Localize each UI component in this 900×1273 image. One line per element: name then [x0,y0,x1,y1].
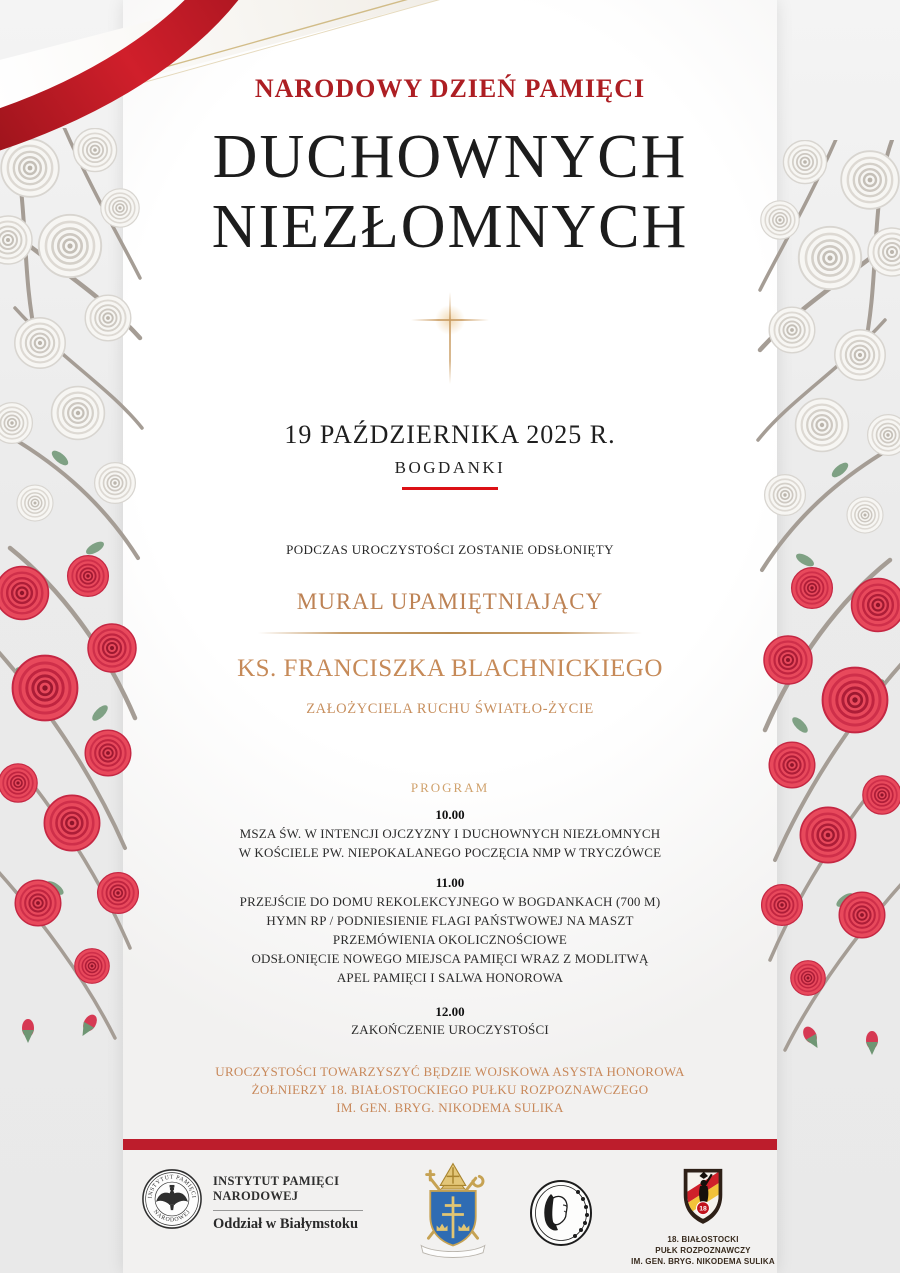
logo-regiment [621,1166,785,1267]
honor-note-line3: IM. GEN. BRYG. NIKODEMA SULIKA [336,1100,564,1115]
program-slot-lines-3 [123,1020,777,1039]
ipn-ring-text-bottom: NARODOWEJ [151,1209,193,1224]
poster-title-line1: DUCHOWNYCH [212,123,688,191]
poster-title-line2: NIEZŁOMNYCH [211,193,689,261]
left-decoration-strip [0,0,123,1273]
program-slot-lines-2 [123,892,777,987]
program-line: HYMN RP / PODNIESIENIE FLAGI PAŃSTWOWEJ NA MASZT [266,913,634,928]
parish-seal-icon [525,1178,597,1248]
intro-line: PODCZAS UROCZYSTOŚCI ZOSTANIE ODSŁONIĘTY [286,542,614,557]
person-name: KS. FRANCISZKA BLACHNICKIEGO [237,655,663,682]
regiment-caption-line1: 18. BIAŁOSTOCKI [667,1235,739,1244]
program-slot-time-1: 10.00 [435,807,465,822]
cross-wrapper [123,290,777,391]
regiment-caption-line3: IM. GEN. BRYG. NIKODEMA SULIKA [631,1257,775,1266]
ipn-divider [213,1210,363,1211]
ipn-ring-text-top: INSTYTUT PAMIĘCI [147,1174,197,1199]
footer-red-bar [123,1139,777,1150]
ipn-name-line1: INSTYTUT PAMIĘCI [213,1174,340,1188]
program-slot-lines-1 [123,824,777,862]
gold-divider [258,632,642,634]
program-line: ZAKOŃCZENIE UROCZYSTOŚCI [351,1022,549,1037]
logo-bishop-arms [403,1160,503,1265]
program-line: PRZEMÓWIENIA OKOLICZNOŚCIOWE [332,932,568,947]
mural-line: MURAL UPAMIĘTNIAJĄCY [296,589,604,614]
honor-note-line2: ŻOŁNIERZY 18. BIAŁOSTOCKIEGO PUŁKU ROZPOZNAWCZEGO [251,1082,649,1097]
ipn-name-line2: NARODOWEJ [213,1189,299,1203]
ipn-seal-icon [141,1168,203,1230]
program-line: W KOŚCIELE PW. NIEPOKALANEGO POCZĘCIA NMP W TRYCZÓWCE [238,845,662,860]
regiment-shield-icon [678,1166,728,1226]
program-heading: PROGRAM [410,780,490,795]
logo-parish-seal [525,1178,597,1253]
person-subtitle: ZAŁOŻYCIELA RUCHU ŚWIATŁO-ŻYCIE [306,701,594,717]
program-line: MSZA ŚW. W INTENCJI OJCZYZNY I DUCHOWNYCH NIEZŁOMNYCH [239,826,661,841]
poster-panel [123,0,777,1273]
program-line: APEL PAMIĘCI I SALWA HONOROWA [336,970,564,985]
cross-icon [405,290,495,386]
event-place: BOGDANKI [394,458,506,477]
right-decoration-strip [777,0,900,1273]
regiment-number: 18 [699,1205,707,1213]
ipn-branch: Oddział w Białymstoku [213,1216,359,1232]
program-line: ODSŁONIĘCIE NOWEGO MIEJSCA PAMIĘCI WRAZ Z MODLITWĄ [251,951,649,966]
regiment-caption-line2: PUŁK ROZPOZNAWCZY [655,1246,751,1255]
bishop-coat-of-arms-icon [403,1160,503,1260]
motto-banner [421,1245,485,1257]
program-slot-time-3: 12.00 [435,1004,465,1019]
poster-kicker: NARODOWY DZIEŃ PAMIĘCI [254,74,646,103]
honor-note [123,1063,777,1117]
poster-title [123,122,777,262]
logo-ipn [141,1168,371,1233]
place-red-underline [402,487,498,490]
program-slot-time-2: 11.00 [435,875,465,890]
regiment-caption [621,1234,785,1267]
honor-note-line1: UROCZYSTOŚCI TOWARZYSZYĆ BĘDZIE WOJSKOWA ASYSTA HONOROWA [215,1064,685,1079]
program-line: PRZEJŚCIE DO DOMU REKOLEKCYJNEGO W BOGDANKACH (700 M) [239,894,661,909]
event-date: 19 PAŹDZIERNIKA 2025 R. [284,420,616,449]
ipn-text-block [213,1168,363,1233]
